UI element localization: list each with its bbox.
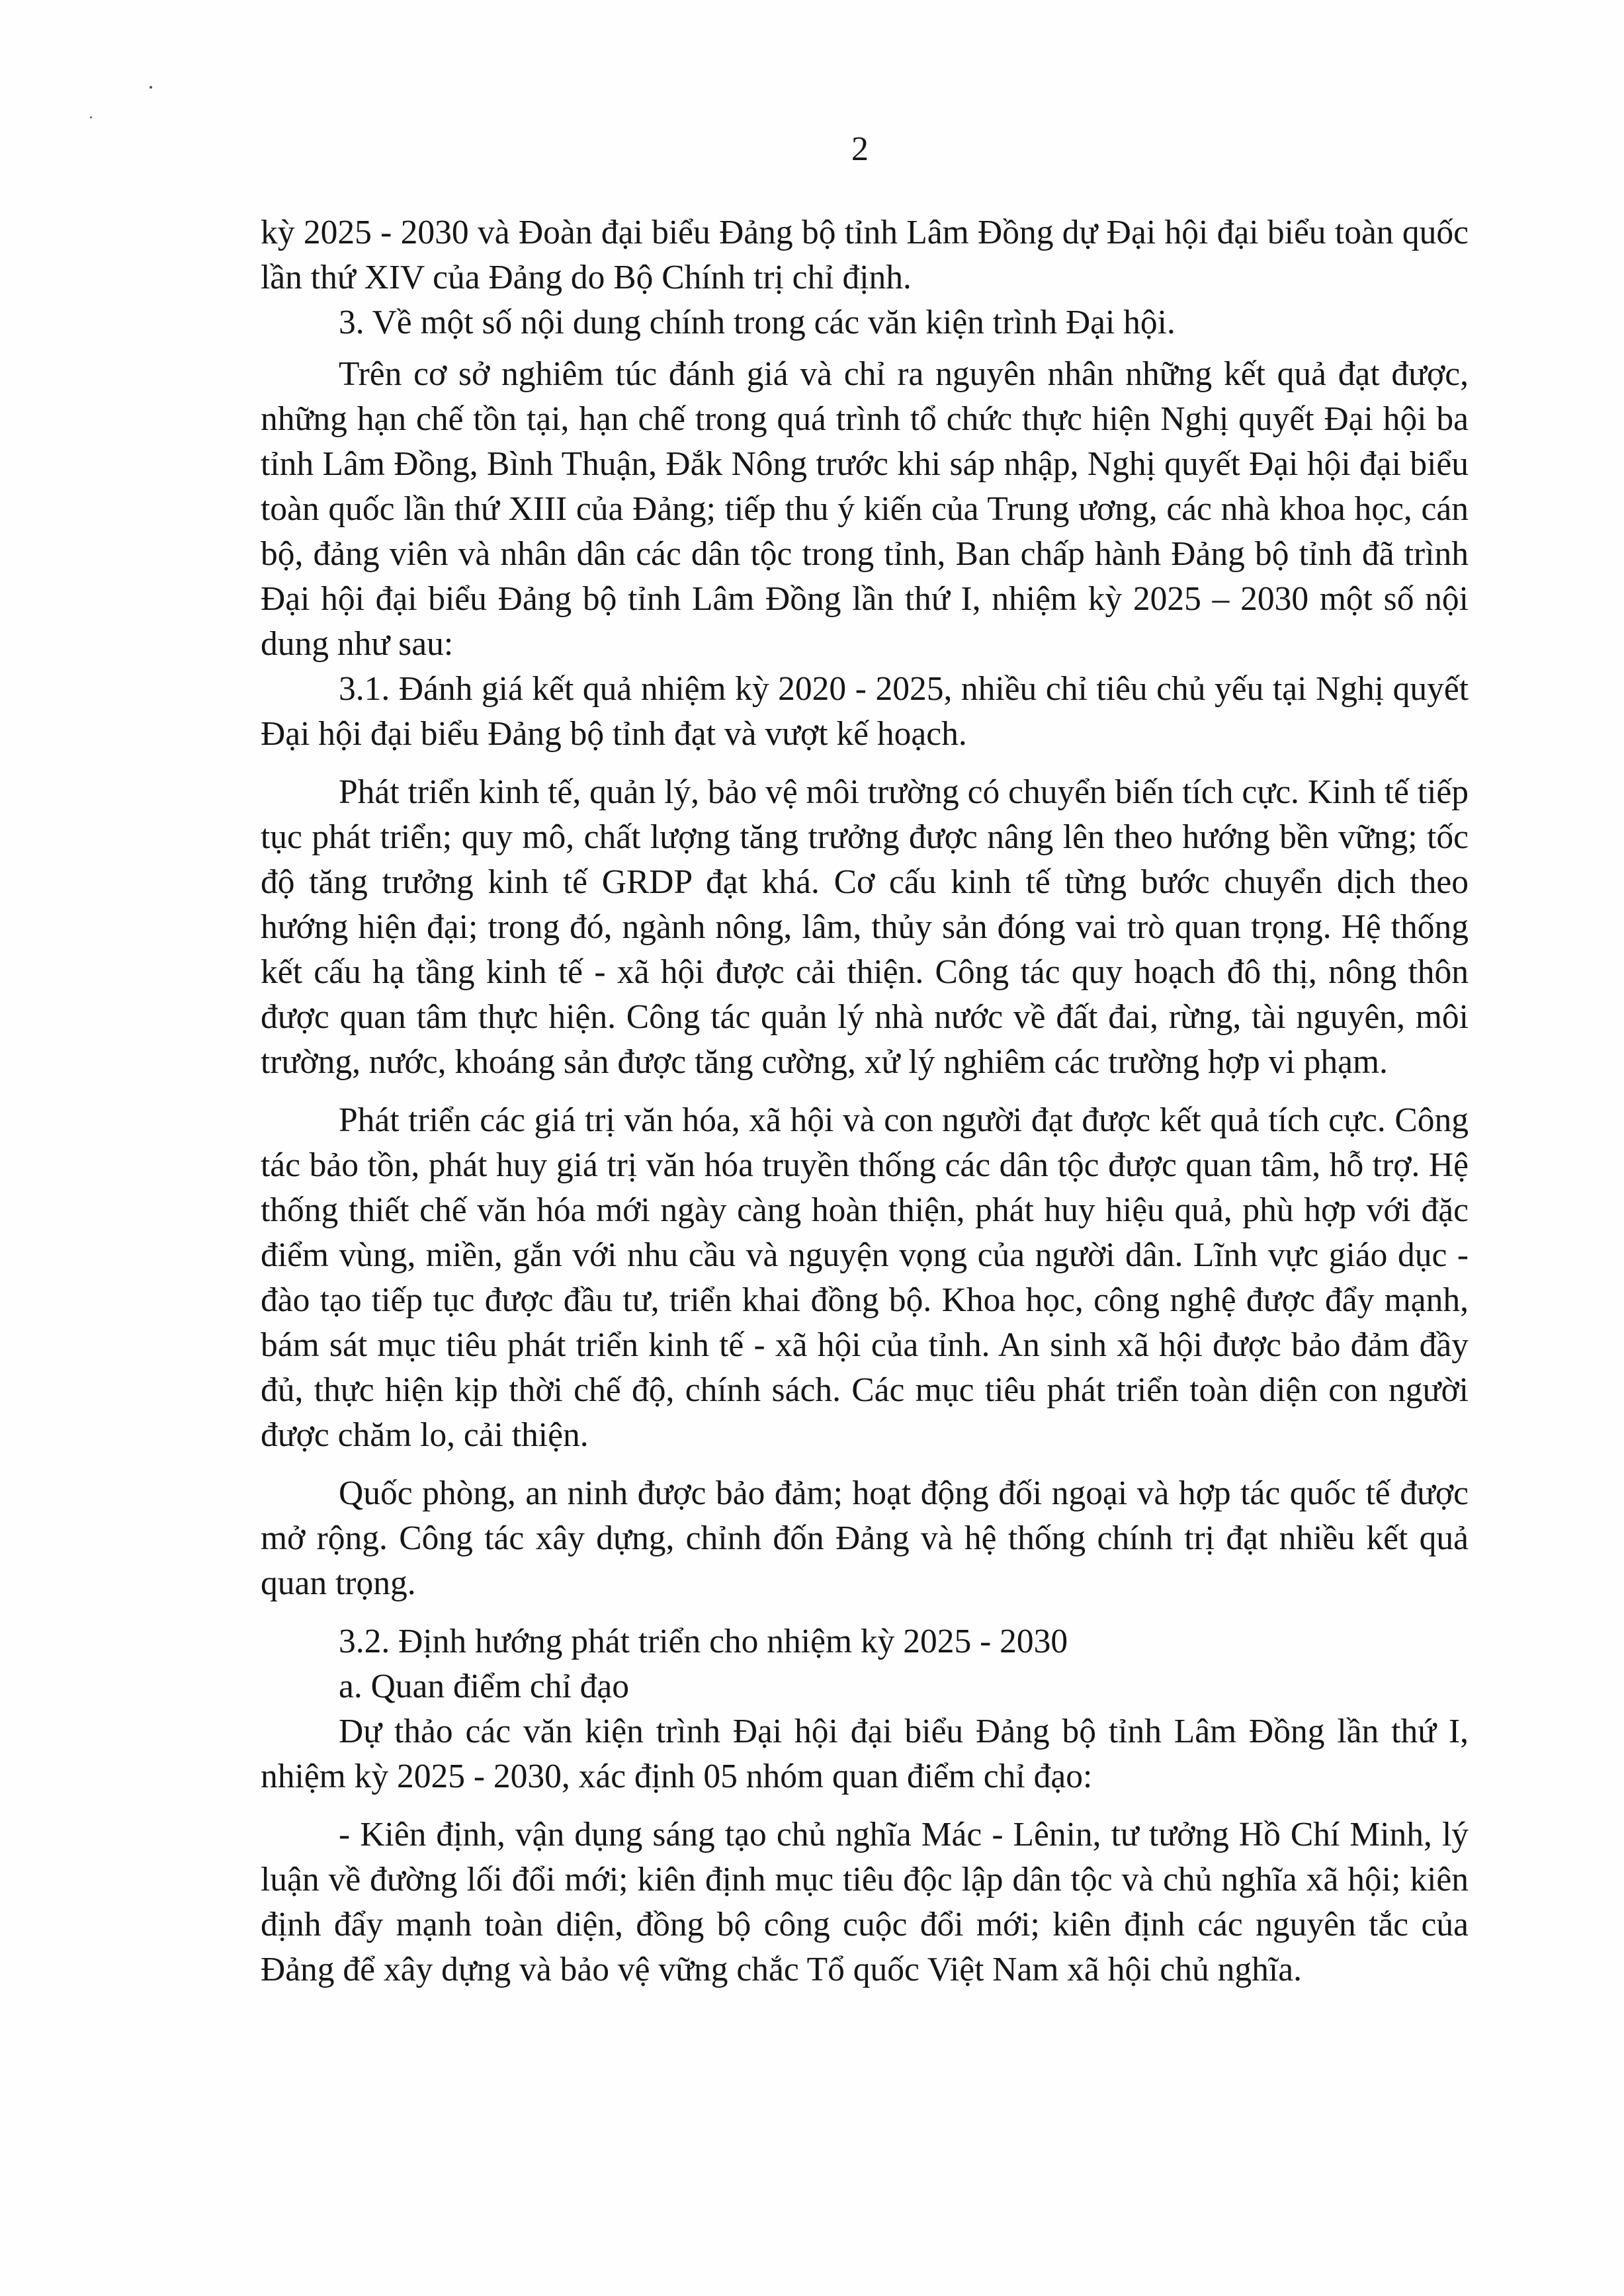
- document-body: [261, 210, 1469, 1992]
- paragraph-culture-society: Phát triển các giá trị văn hóa, xã hội và con người đạt được kết quả tích cực. Công tác bảo tồn, phát huy giá trị văn hóa truyền thống các dân tộc được quan tâm, hỗ trợ. Hệ thống thiết chế văn hóa mới ngày càng hoàn thiện, phát huy hiệu quả, phù hợp với đặc điểm vùng, miền, gắn với nhu cầu và nguyện vọng của người dân. Lĩnh vực giáo dục - đào tạo tiếp tục được đầu tư, triển khai đồng bộ. Khoa học, công nghệ được đẩy mạnh, bám sát mục tiêu phát triển kinh tế - xã hội của tỉnh. An sinh xã hội được bảo đảm đầy đủ, thực hiện kịp thời chế độ, chính sách. Các mục tiêu phát triển toàn diện con người được chăm lo, cải thiện.: [261, 1101, 1469, 1454]
- heading-guiding-views: a. Quan điểm chỉ đạo: [339, 1668, 630, 1705]
- page-number: 2: [851, 130, 869, 168]
- subsection-heading-3-2: 3.2. Định hướng phát triển cho nhiệm kỳ 2025 - 2030: [339, 1623, 1068, 1660]
- paragraph-continuation: kỳ 2025 - 2030 và Đoàn đại biểu Đảng bộ tỉnh Lâm Đồng dự Đại hội đại biểu toàn quốc lần thứ XIV của Đảng do Bộ Chính trị chỉ định.: [261, 214, 1469, 296]
- subsection-heading-3-1: 3.1. Đánh giá kết quả nhiệm kỳ 2020 - 2025, nhiều chỉ tiêu chủ yếu tại Nghị quyết Đại hội đại biểu Đảng bộ tỉnh đạt và vượt kế hoạch.: [261, 670, 1469, 753]
- section-heading-3: 3. Về một số nội dung chính trong các văn kiện trình Đại hội.: [339, 304, 1175, 341]
- paragraph-intro: Trên cơ sở nghiêm túc đánh giá và chỉ ra nguyên nhân những kết quả đạt được, những hạn chế tồn tại, hạn chế trong quá trình tổ chức thực hiện Nghị quyết Đại hội ba tỉnh Lâm Đồng, Bình Thuận, Đắk Nông trước khi sáp nhập, Nghị quyết Đại hội đại biểu toàn quốc lần thứ XIII của Đảng; tiếp thu ý kiến của Trung ương, các nhà khoa học, cán bộ, đảng viên và nhân dân các dân tộc trong tỉnh, Ban chấp hành Đảng bộ tỉnh đã trình Đại hội đại biểu Đảng bộ tỉnh Lâm Đồng lần thứ I, nhiệm kỳ 2025 – 2030 một số nội dung như sau:: [261, 355, 1469, 663]
- scan-speck: [90, 116, 92, 118]
- paragraph-economy: Phát triển kinh tế, quản lý, bảo vệ môi trường có chuyển biến tích cực. Kinh tế tiếp tục phát triển; quy mô, chất lượng tăng trưởng được nâng lên theo hướng bền vững; tốc độ tăng trưởng kinh tế GRDP đạt khá. Cơ cấu kinh tế từng bước chuyển dịch theo hướng hiện đại; trong đó, ngành nông, lâm, thủy sản đóng vai trò quan trọng. Hệ thống kết cấu hạ tầng kinh tế - xã hội được cải thiện. Công tác quy hoạch đô thị, nông thôn được quan tâm thực hiện. Công tác quản lý nhà nước về đất đai, rừng, tài nguyên, môi trường, nước, khoáng sản được tăng cường, xử lý nghiêm các trường hợp vi phạm.: [261, 773, 1469, 1081]
- paragraph-defense: Quốc phòng, an ninh được bảo đảm; hoạt động đối ngoại và hợp tác quốc tế được mở rộng. Công tác xây dựng, chỉnh đốn Đảng và hệ thống chính trị đạt nhiều kết quả quan trọng.: [261, 1474, 1469, 1602]
- bullet-item-1: - Kiên định, vận dụng sáng tạo chủ nghĩa Mác - Lênin, tư tưởng Hồ Chí Minh, lý luận về đường lối đổi mới; kiên định mục tiêu độc lập dân tộc và chủ nghĩa xã hội; kiên định đẩy mạnh toàn diện, đồng bộ công cuộc đổi mới; kiên định các nguyên tắc của Đảng để xây dựng và bảo vệ vững chắc Tổ quốc Việt Nam xã hội chủ nghĩa.: [261, 1816, 1469, 1988]
- scan-speck: [150, 86, 152, 89]
- paragraph-draft-documents: Dự thảo các văn kiện trình Đại hội đại biểu Đảng bộ tỉnh Lâm Đồng lần thứ I, nhiệm kỳ 2025 - 2030, xác định 05 nhóm quan điểm chỉ đạo:: [261, 1713, 1469, 1795]
